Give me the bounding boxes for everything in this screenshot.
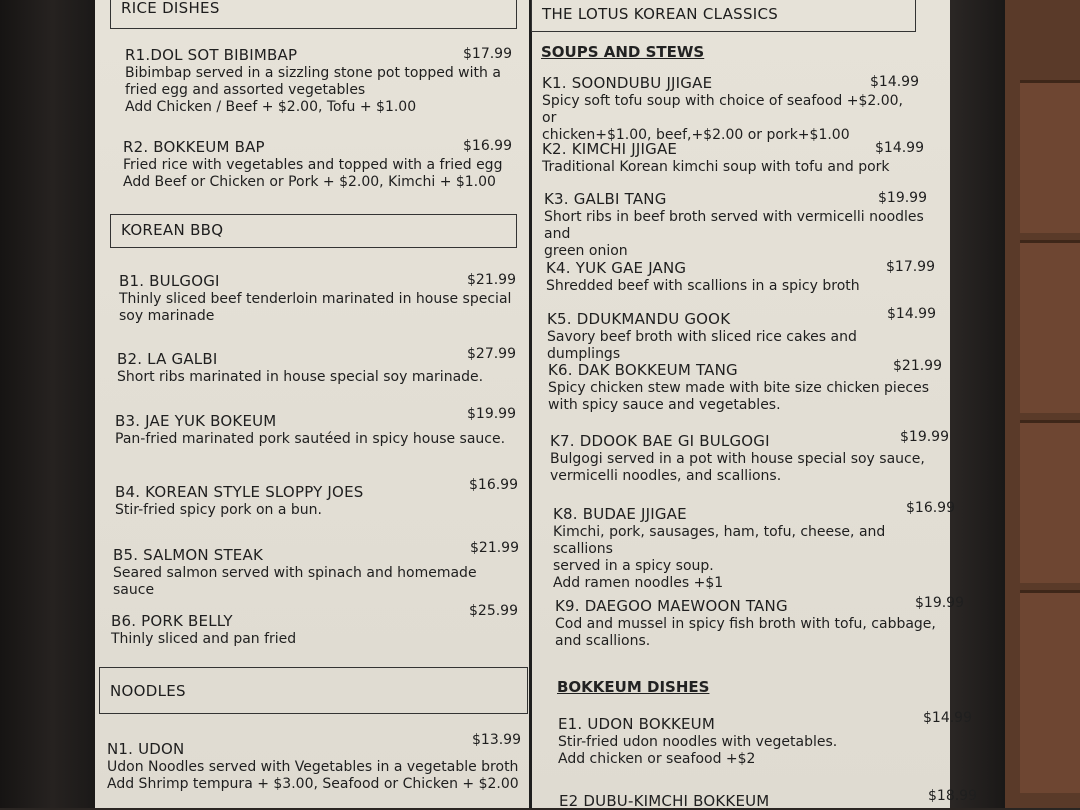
item-price: $16.99 [906, 500, 955, 516]
item-name: E1. UDON BOKKEUM [558, 715, 715, 733]
item-price: $21.99 [893, 358, 942, 374]
item-price: $21.99 [470, 540, 519, 556]
item-name: K6. DAK BOKKEUM TANG [548, 361, 738, 379]
item-price: $18.99 [928, 788, 977, 804]
item-price: $14.99 [870, 74, 919, 90]
menu-item-k1 [542, 74, 917, 144]
lotus-classics-header: THE LOTUS KOREAN CLASSICS [542, 5, 779, 23]
item-price: $19.99 [878, 190, 927, 206]
item-price: $19.99 [467, 406, 516, 422]
item-name: R2. BOKKEUM BAP [123, 138, 265, 156]
brick [1020, 80, 1080, 233]
item-name: K3. GALBI TANG [544, 190, 667, 208]
item-price: $16.99 [463, 138, 512, 154]
item-price: $25.99 [469, 603, 518, 619]
item-description: Bulgogi served in a pot with house special soy sauce, vermicelli noodles, and scallions. [550, 451, 925, 484]
item-price: $17.99 [886, 259, 935, 275]
menu-item-k5 [547, 306, 936, 363]
item-name: K4. YUK GAE JANG [546, 259, 687, 277]
left-binder [0, 0, 95, 808]
rice-dishes-header-box [110, 0, 517, 29]
menu-item-r1 [125, 46, 512, 116]
item-description: Seared salmon served with spinach and homemade sauce [113, 565, 477, 598]
item-name: R1.DOL SOT BIBIMBAP [125, 46, 298, 64]
item-name: K2. KIMCHI JJIGAE [542, 140, 678, 158]
menu-item-b6 [111, 603, 519, 648]
item-description: Short ribs in beef broth served with vermicelli noodles and green onion [544, 209, 924, 259]
item-name: K9. DAEGOO MAEWOON TANG [555, 597, 788, 615]
korean-bbq-header-box [110, 214, 517, 248]
item-price: $19.99 [900, 429, 949, 445]
item-price: $14.99 [875, 140, 924, 156]
column-divider [529, 0, 532, 808]
item-description: Spicy chicken stew made with bite size chicken pieces with spicy sauce and vegetables. [548, 380, 930, 413]
item-price: $14.99 [887, 306, 936, 322]
item-description: Traditional Korean kimchi soup with tofu and pork [542, 159, 890, 175]
menu-item-k6 [548, 358, 942, 414]
item-description: Thinly sliced and pan fried [111, 631, 297, 647]
item-name: K7. DDOOK BAE GI BULGOGI [550, 432, 770, 450]
noodles-header: NOODLES [110, 682, 186, 700]
menu-item-b5 [113, 540, 519, 599]
item-price: $14.99 [923, 710, 972, 726]
menu-page [95, 0, 977, 810]
noodles-header-box [99, 667, 528, 714]
item-price: $21.99 [467, 272, 516, 288]
menu-item-b1 [119, 272, 514, 325]
brick [1020, 240, 1080, 413]
item-description: Shredded beef with scallions in a spicy broth [546, 278, 860, 294]
item-name: K1. SOONDUBU JJIGAE [542, 74, 713, 92]
menu-item-k7 [550, 429, 949, 485]
item-description: Cod and mussel in spicy fish broth with tofu, cabbage, and scallions. [555, 616, 936, 649]
menu-item-k9 [555, 595, 964, 650]
brick [1020, 590, 1080, 793]
item-name: B3. JAE YUK BOKEUM [115, 412, 277, 430]
right-binder [945, 0, 1005, 808]
brick [1020, 420, 1080, 583]
lotus-classics-header-box [531, 0, 916, 32]
item-price: $17.99 [463, 46, 512, 62]
item-name: B4. KOREAN STYLE SLOPPY JOES [115, 483, 364, 501]
menu-item-k4 [546, 259, 935, 295]
item-price: $16.99 [469, 477, 518, 493]
item-name: B6. PORK BELLY [111, 612, 233, 630]
item-description: Udon Noodles served with Vegetables in a vegetable broth Add Shrimp tempura + $3.00, Seafood or Chicken + $2.00 [107, 759, 519, 792]
item-name: B1. BULGOGI [119, 272, 220, 290]
menu-item-b4 [115, 477, 518, 519]
item-description: Bibimbap served in a sizzling stone pot topped with a fried egg and assorted vegetables Add Chicken / Beef + $2.00, Tofu + $1.00 [125, 65, 501, 115]
item-description: Thinly sliced beef tenderloin marinated in house special soy marinade [119, 291, 512, 324]
item-price: $27.99 [467, 346, 516, 362]
menu-item-b2 [117, 346, 516, 386]
korean-bbq-header: KOREAN BBQ [121, 221, 224, 239]
item-name: B5. SALMON STEAK [113, 546, 263, 564]
menu-item-n1 [107, 732, 522, 793]
menu-item-r2 [123, 138, 512, 191]
menu-item-e1 [558, 710, 972, 768]
item-name: K5. DDUKMANDU GOOK [547, 310, 731, 328]
item-description: Spicy soft tofu soup with choice of seafood +$2.00, or chicken+$1.00, beef,+$2.00 or pork+$1.00 [542, 93, 903, 143]
item-name: B2. LA GALBI [117, 350, 218, 368]
soups-and-stews-heading: SOUPS AND STEWS [541, 43, 705, 61]
rice-dishes-header: RICE DISHES [121, 0, 220, 17]
item-description: Stir-fried udon noodles with vegetables. Add chicken or seafood +$2 [558, 734, 838, 767]
item-description: Short ribs marinated in house special soy marinade. [117, 369, 484, 385]
item-description: Savory beef broth with sliced rice cakes and dumplings [547, 329, 857, 362]
item-description: Kimchi, pork, sausages, ham, tofu, cheese, and scallions served in a spicy soup. Add ramen noodles +$1 [553, 524, 886, 591]
item-price: $19.99 [915, 595, 964, 611]
item-description: Pan-fried marinated pork sautéed in spicy house sauce. [115, 431, 506, 447]
item-name: N1. UDON [107, 740, 185, 758]
item-description: Stir-fried spicy pork on a bun. [115, 502, 322, 518]
item-description: Fried rice with vegetables and topped with a fried egg Add Beef or Chicken or Pork + $2.00, Kimchi + $1.00 [123, 157, 503, 190]
menu-item-b3 [115, 406, 516, 448]
menu-item-k2 [542, 140, 924, 176]
menu-item-k8 [553, 500, 955, 592]
item-name: K8. BUDAE JJIGAE [553, 505, 687, 523]
menu-item-k3 [544, 190, 927, 260]
item-name: E2 DUBU-KIMCHI BOKKEUM [559, 792, 770, 810]
bokkeum-dishes-heading: BOKKEUM DISHES [557, 678, 710, 696]
item-price: $13.99 [472, 732, 521, 748]
menu-item-e2 [559, 788, 977, 810]
